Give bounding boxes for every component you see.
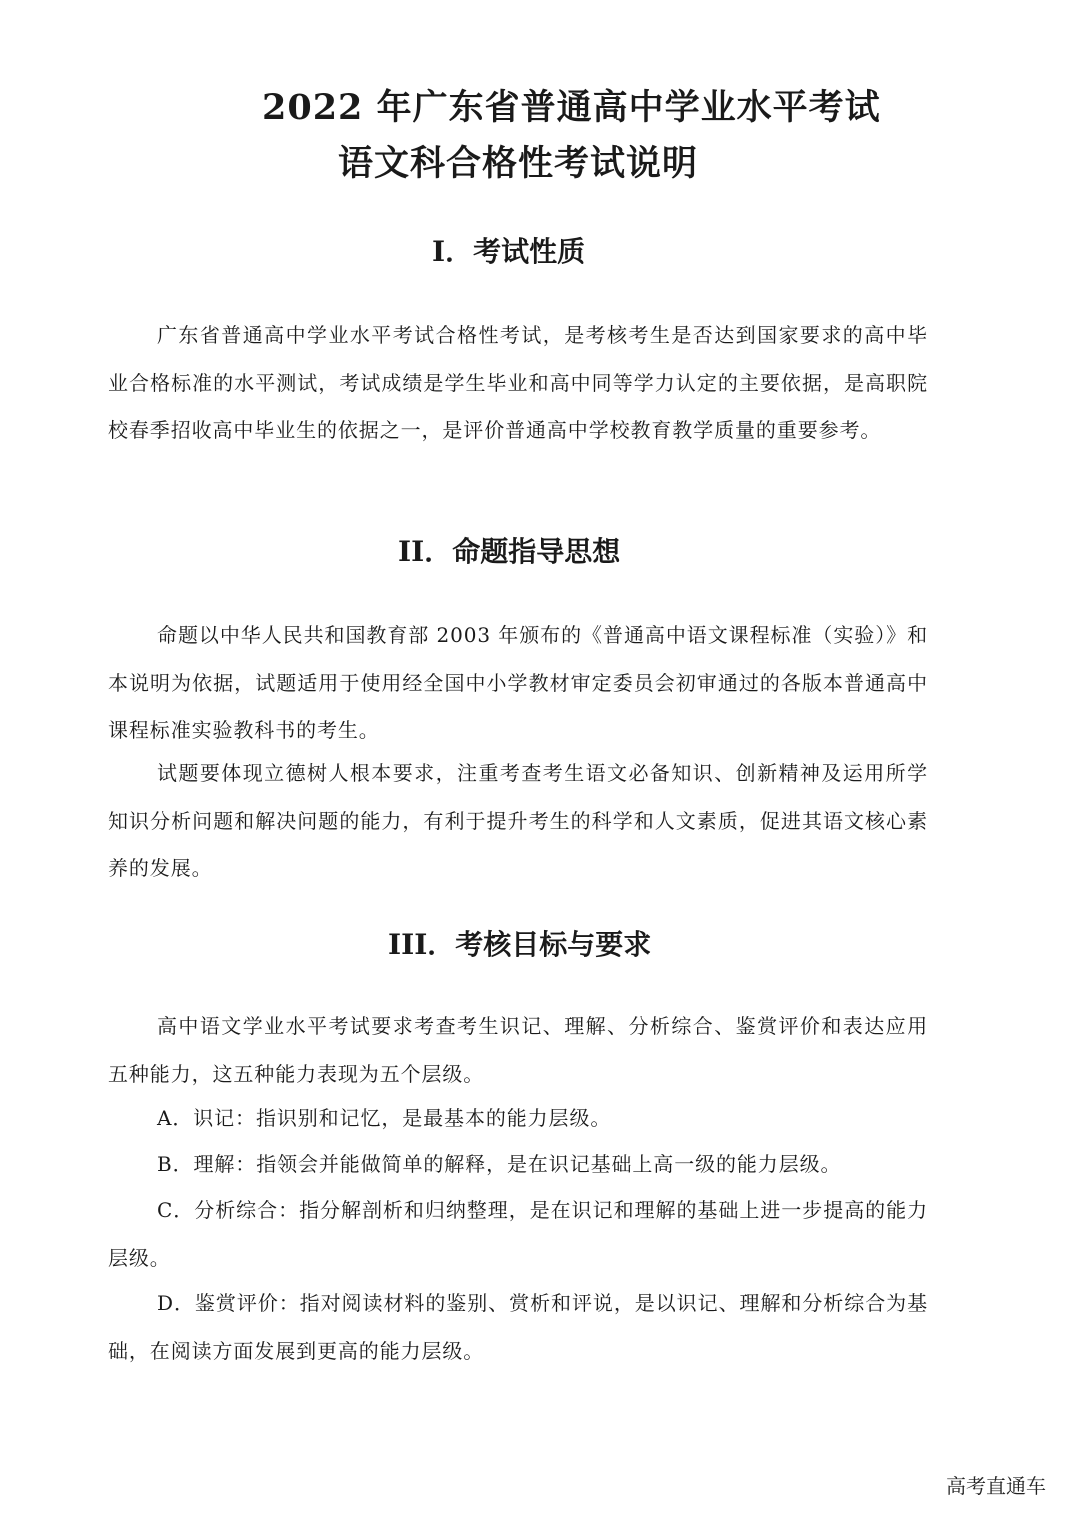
list-item-level-b: B．理解：指领会并能做简单的解释，是在识记基础上高一级的能力层级。 xyxy=(157,1152,842,1176)
list-item-level-d: D．鉴赏评价：指对阅读材料的鉴别、赏析和评说，是以识记、理解和分析综合为基础，在阅读方面发展到更高的能力层级。 xyxy=(108,1291,928,1363)
document-title-line-2: 语文科合格性考试说明 xyxy=(338,143,699,184)
list-item-level-c: C．分析综合：指分解剖析和归纳整理，是在识记和理解的基础上进一步提高的能力层级。 xyxy=(108,1198,928,1270)
section-heading-exam-nature: I．考试性质 xyxy=(432,235,586,268)
document-title-line-1: 2022 年广东省普通高中学业水平考试 xyxy=(262,87,881,128)
source-watermark: 高考直通车 xyxy=(946,1474,1046,1498)
section-heading-assessment-goals: III．考核目标与要求 xyxy=(388,928,652,961)
list-item-level-a: A．识记：指识别和记忆，是最基本的能力层级。 xyxy=(157,1106,612,1130)
paragraph-exam-nature: 广东省普通高中学业水平考试合格性考试，是考核考生是否达到国家要求的高中毕业合格标准的水平测试，考试成绩是学生毕业和高中同等学力认定的主要依据，是高职院校春季招收高中毕业生的依据之一，是评价普通高中学校教育教学质量的重要参考。 xyxy=(108,323,928,442)
paragraph-guiding-basis: 命题以中华人民共和国教育部 2003 年颁布的《普通高中语文课程标准（实验）》和本说明为依据，试题适用于使用经全国中小学教材审定委员会初审通过的各版本普通高中课程标准实验教科书的考生。 xyxy=(108,623,928,742)
section-heading-guiding-principles: II．命题指导思想 xyxy=(398,535,621,568)
paragraph-assessment-intro: 高中语文学业水平考试要求考查考生识记、理解、分析综合、鉴赏评价和表达应用五种能力，这五种能力表现为五个层级。 xyxy=(108,1014,928,1086)
paragraph-guiding-requirements: 试题要体现立德树人根本要求，注重考查考生语文必备知识、创新精神及运用所学知识分析问题和解决问题的能力，有利于提升考生的科学和人文素质，促进其语文核心素养的发展。 xyxy=(108,761,928,880)
